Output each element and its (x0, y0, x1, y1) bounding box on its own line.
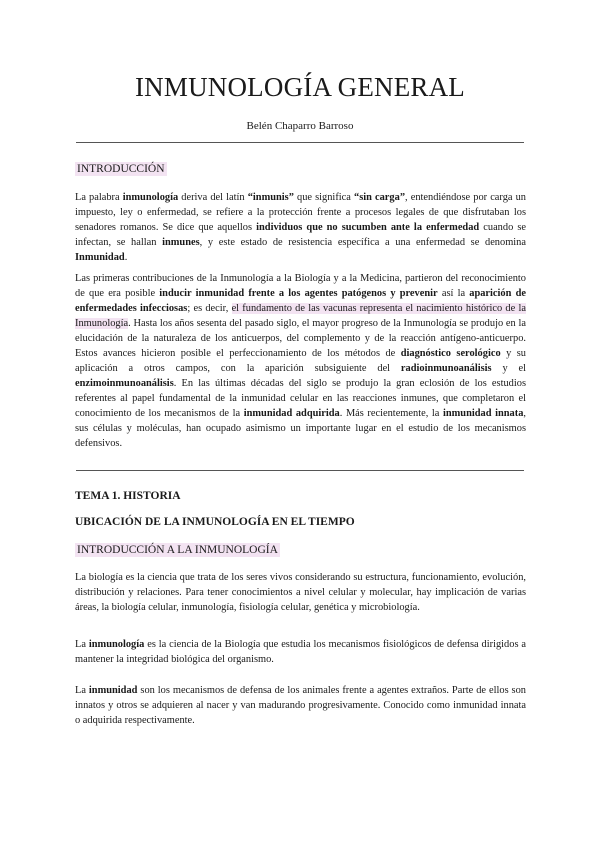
bold-term-inmunidad-innata: inmunidad innata (442, 408, 524, 419)
bold-term-inducir-inmunidad: inducir inmunidad frente a los agentes patógenos y prevenir (159, 288, 438, 299)
section-heading-introduccion: INTRODUCCIÓN (77, 163, 165, 175)
bold-term-enzimoinmunoanalisis: enzimoinmunoanálisis (75, 378, 174, 389)
text-run: y su aplicación a otros campos, con la aparición subsiguiente del (75, 348, 526, 374)
bold-term-aparicion-enfermedades: aparición de enfermedades infecciosas (75, 288, 526, 314)
text-run: . (124, 252, 128, 263)
document-title: INMUNOLOGÍA GENERAL (134, 72, 465, 102)
text-run: La (75, 639, 89, 650)
bold-term-inmunis: “inmunis” (247, 192, 294, 203)
bold-term-inmunes: inmunes (162, 237, 200, 248)
highlighted-text-vacunas: el fundamento de las vacunas representa el nacimiento histórico de la Inmunología (75, 303, 526, 329)
tema1-paragraph-1: La biología es la ciencia que trata de los seres vivos considerando su estructura, funcionamiento, evolución, distribución y relaciones. Para tener conocimientos a nivel celular y molecular, hay implicación de varias áreas, la biología celular, inmunología, fisiología celular, genética y microbiología. (75, 572, 526, 613)
section-heading-tema-1: TEMA 1. HISTORIA (75, 490, 181, 502)
text-run: que significa (293, 192, 354, 203)
text-run: La (75, 685, 89, 696)
tema1-paragraph-2 (75, 637, 526, 667)
text-run: . Hasta los años sesenta del pasado siglo, el mayor progreso de la Inmunología se produjo en la elucidación de la naturaleza de los anticuerpos, del complemento y de la reacción antígeno-anticuerpo. Estos avances hicieron posible el perfeccionamiento de los métodos de (75, 318, 526, 359)
subsection-heading-ubicacion: UBICACIÓN DE LA INMUNOLOGÍA EN EL TIEMPO (75, 516, 355, 528)
text-run: Las primeras contribuciones de la Inmunología a la Biología y a la Medicina, partieron del reconocimiento de que era posible (75, 273, 526, 299)
bold-term-radioinmunoanalisis: radioinmunoanálisis (400, 363, 492, 374)
tema1-paragraph-3 (75, 683, 526, 728)
intro-paragraph-2 (75, 271, 526, 451)
bold-term-inmunidad-2: inmunidad (88, 685, 138, 696)
bold-term-inmunidad-adquirida: inmunidad adquirida (243, 408, 340, 419)
text-run: así la (437, 288, 470, 299)
text-run: La palabra (75, 192, 123, 203)
divider-top (76, 142, 524, 143)
bold-term-sin-carga: “sin carga” (354, 192, 406, 203)
bold-term-diagnostico-serologico: diagnóstico serológico (400, 348, 501, 359)
text-run: . Más recientemente, la (339, 408, 443, 419)
text-run: cuando se infectan, se hallan (75, 222, 526, 248)
text-run: deriva del latín (178, 192, 248, 203)
text-run: . En las últimas décadas del siglo se produjo la gran eclosión de los estudios referentes al papel fundamental de la inmunidad celular en las reacciones inmunes, que completaron el conocimiento de los mecanismos de la (75, 378, 526, 419)
text-run: , entendiéndose por carga un impuesto, ley o enfermedad, se refiere a la protección frente a procesos legales de que disfrutaban los senadores romanos. Se dice que aquellos (75, 192, 526, 233)
bold-term-individuos: individuos que no sucumben ante la enfermedad (256, 222, 480, 233)
text-run: ; es decir, (187, 303, 232, 314)
bold-term-inmunologia-2: inmunología (88, 639, 145, 650)
bold-term-inmunologia: inmunología (122, 192, 179, 203)
text-run: son los mecanismos de defensa de los animales frente a agentes extraños. Parte de ellos son innatos y otros se adquieren al nacer y van madurando progresivamente. Conocido como inmunidad innata o adquirida respectivamente. (75, 685, 526, 726)
document-author: Belén Chaparro Barroso (246, 120, 354, 132)
subsection-heading-introduccion-inmunologia: INTRODUCCIÓN A LA INMUNOLOGÍA (77, 544, 278, 556)
intro-paragraph-1 (75, 190, 526, 265)
text-run: y el (491, 363, 526, 374)
text-run: es la ciencia de la Biología que estudia los mecanismos fisiológicos de defensa dirigidos a mantener la integridad biológica del organismo. (75, 639, 527, 665)
text-run: , sus células y moléculas, han ocupado asimismo un importante lugar en el estudio de los mecanismos defensivos. (75, 408, 527, 449)
bold-term-inmunidad: Inmunidad (75, 252, 125, 263)
text-run: , y este estado de resistencia específica a una enfermedad se denomina (199, 237, 526, 248)
divider-middle (76, 470, 524, 471)
